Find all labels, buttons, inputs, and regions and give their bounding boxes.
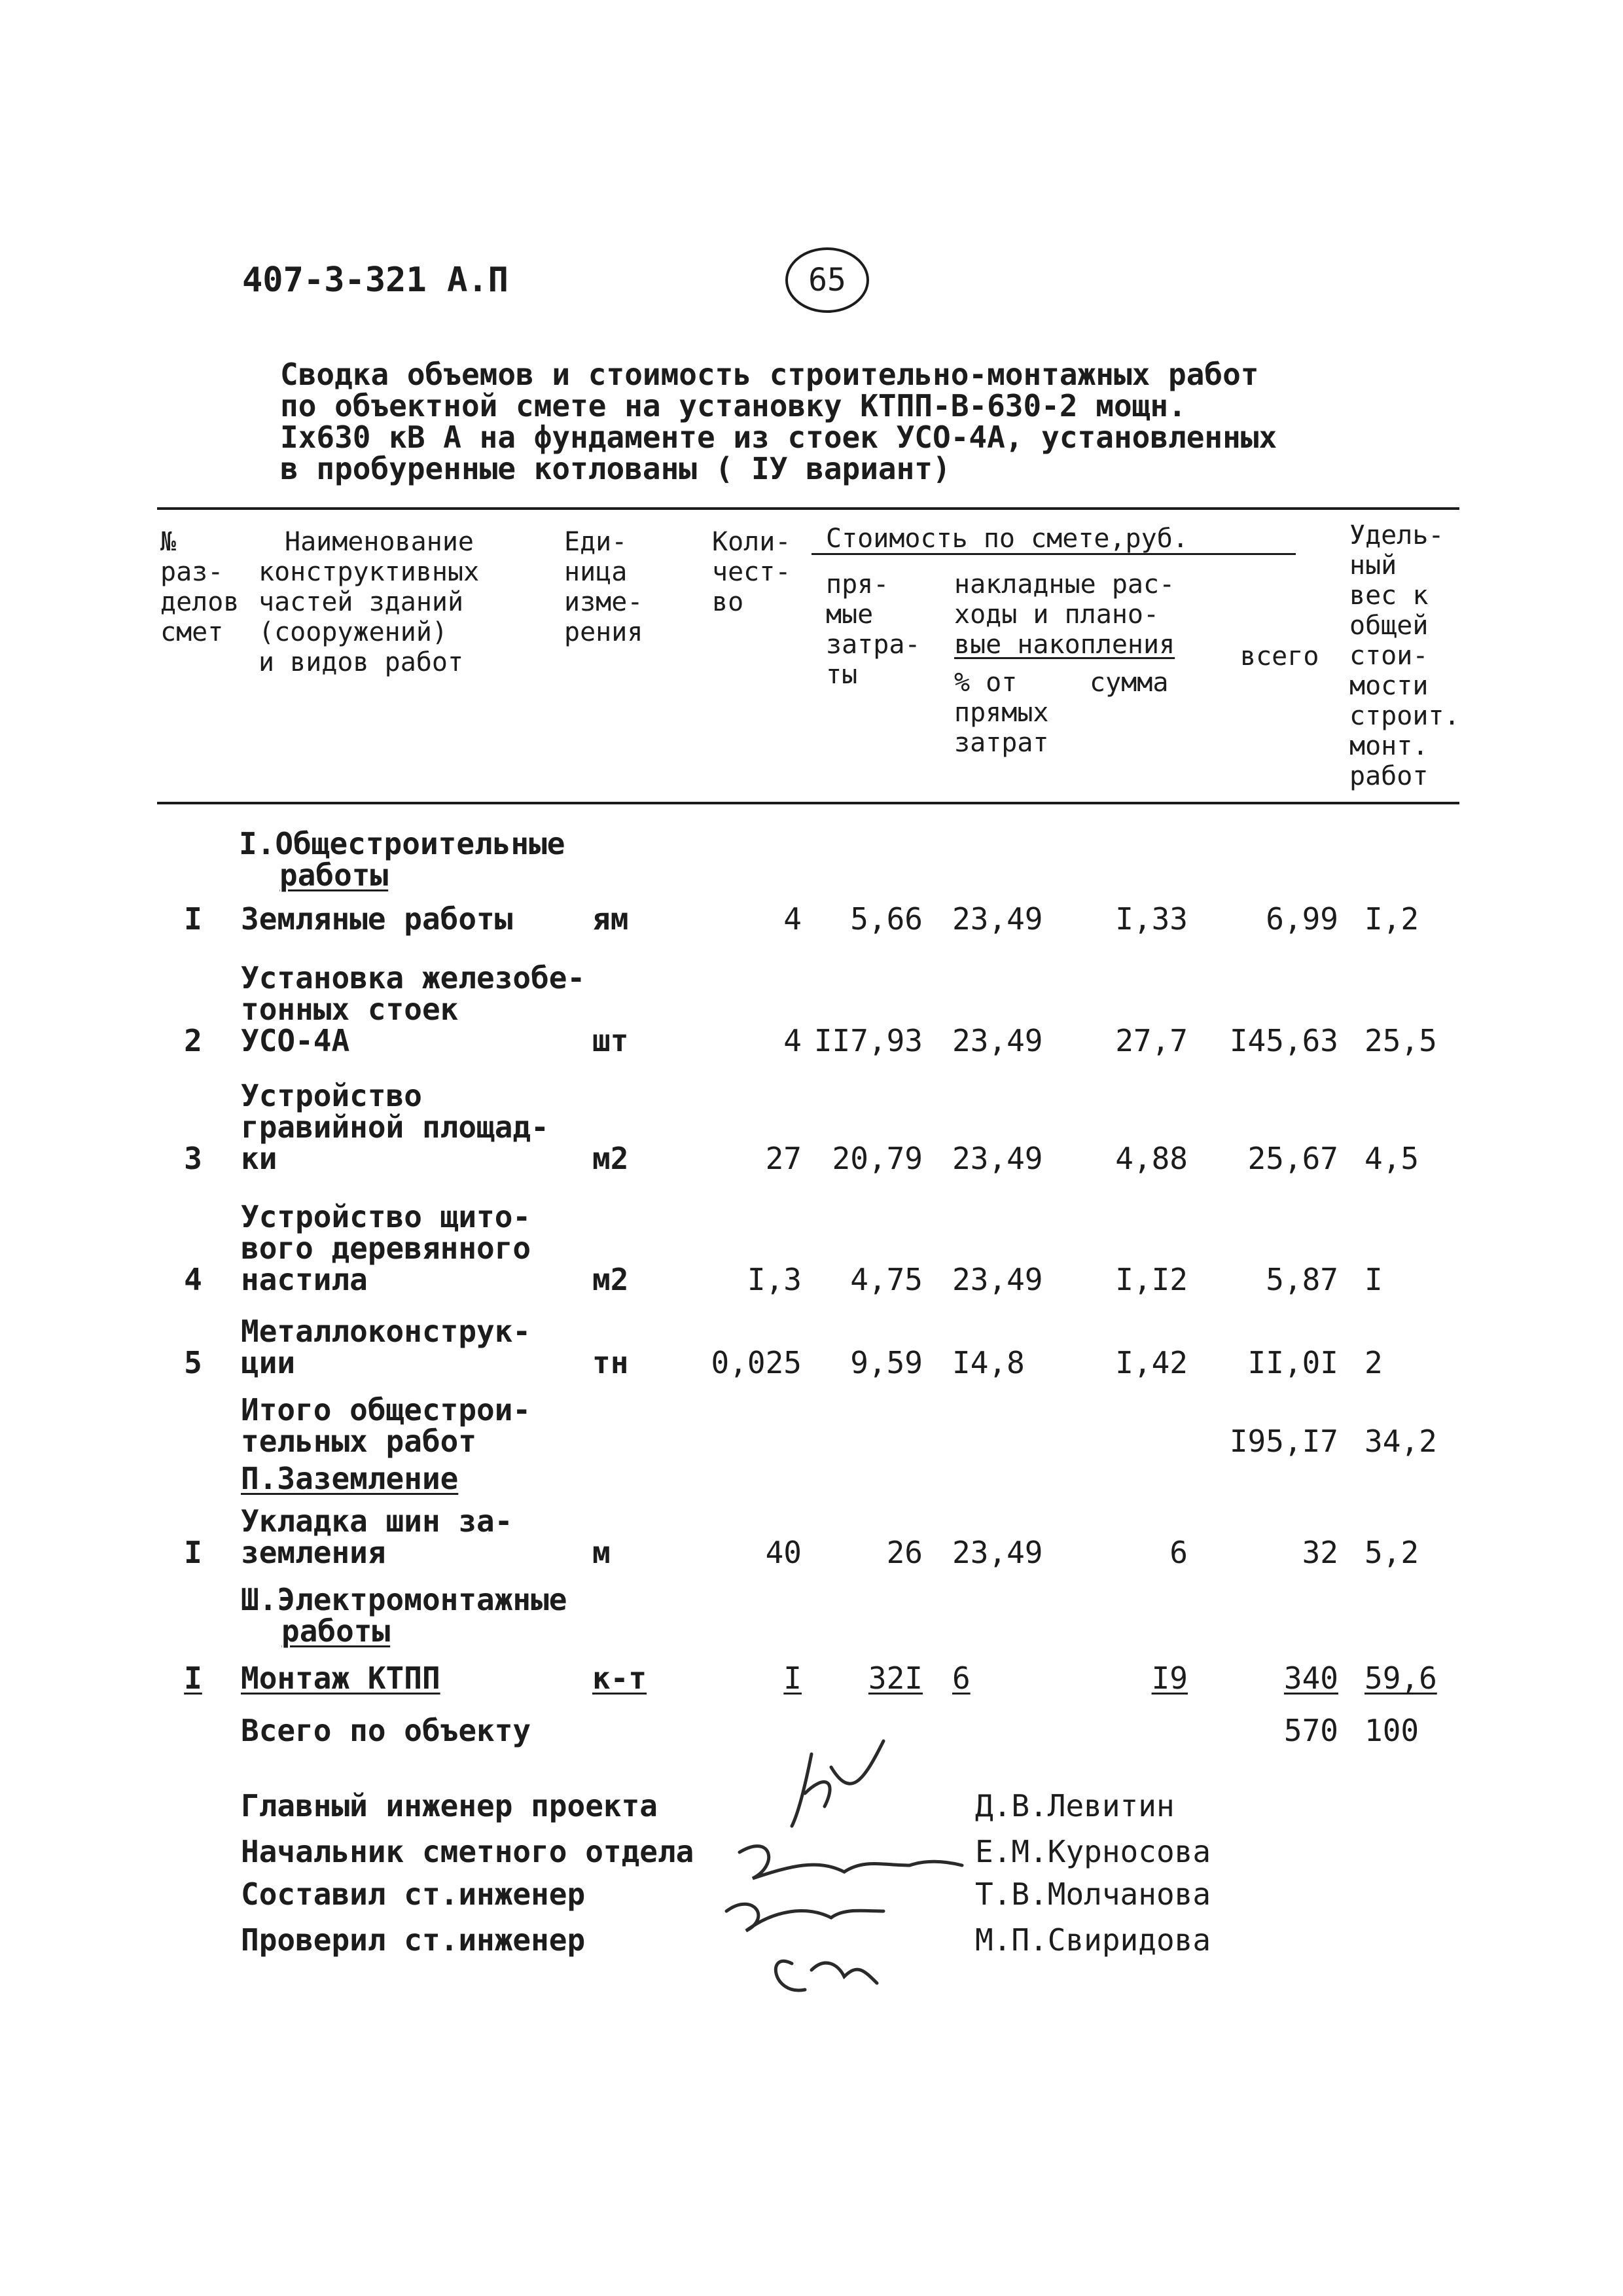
cell-direct: II7,93 (813, 1023, 923, 1058)
signature-role: Начальник сметного отдела (241, 1834, 694, 1869)
row-name (241, 1662, 440, 1694)
cell-unit: к-т (592, 1660, 647, 1696)
header-line: делов (160, 587, 240, 617)
header-pct (954, 668, 1049, 758)
cell-qty: I,3 (747, 1262, 802, 1297)
cell-share: 34,2 (1364, 1424, 1437, 1459)
header-unit (564, 527, 643, 647)
header-line: № (160, 527, 177, 557)
row-name (241, 1394, 531, 1457)
cell-qty: 4 (783, 1023, 802, 1058)
header-line: накладные рас- (954, 569, 1175, 600)
header-line: ница (564, 557, 628, 587)
header-qty (712, 527, 791, 617)
cell-share: I,2 (1364, 901, 1419, 937)
cell-sum: 27,7 (1115, 1023, 1188, 1058)
cell-share: 59,6 (1364, 1660, 1437, 1696)
cell-unit: м2 (592, 1262, 629, 1297)
header-line: вес к (1349, 581, 1429, 611)
cell-total: I45,63 (1229, 1023, 1338, 1058)
header-line: Удель- (1349, 520, 1444, 550)
section-line: работы (281, 1613, 391, 1649)
section-line: Ш.Электромонтажные (241, 1582, 567, 1617)
header-line: стои- (1349, 641, 1429, 671)
row-name-line: тельных работ (241, 1424, 477, 1459)
header-cost-group: Стоимость по смете,руб. (826, 524, 1188, 554)
cell-sum: 6 (1169, 1535, 1188, 1570)
cell-unit: тн (592, 1345, 629, 1380)
row-name-line: УСО-4А (241, 1023, 350, 1058)
header-line: (сооружений) (259, 617, 448, 647)
title-line: Сводка объемов и стоимость строительно-монтажных работ (280, 357, 1259, 392)
header-line: мости (1349, 671, 1429, 701)
header-line: ный (1349, 550, 1397, 581)
cell-unit: м2 (592, 1141, 629, 1176)
header-line: монт. (1349, 731, 1429, 761)
section-heading (241, 1584, 567, 1647)
row-name-line: гравийной площад- (241, 1109, 549, 1145)
header-line: ты (826, 660, 858, 690)
row-name (241, 1080, 549, 1174)
cell-unit: м (592, 1535, 611, 1570)
header-line: % от (954, 668, 1018, 698)
cell-direct: 5,66 (850, 901, 923, 937)
cell-share: 100 (1364, 1713, 1419, 1748)
header-line: общей (1349, 611, 1429, 641)
header-line: смет (160, 617, 224, 647)
row-name (241, 1715, 531, 1746)
cell-share: 25,5 (1364, 1023, 1437, 1058)
signature-role: Составил ст.инженер (241, 1876, 586, 1912)
cell-pct: I4,8 (952, 1345, 1025, 1380)
cell-qty: 40 (765, 1535, 802, 1570)
cell-sum: I,42 (1115, 1345, 1188, 1380)
section-line: работы (279, 857, 389, 893)
cell-pct: 23,49 (952, 1141, 1043, 1176)
document-code: 407-3-321 А.П (242, 260, 508, 300)
cell-num: I (184, 901, 202, 937)
cell-sum: I,I2 (1115, 1262, 1188, 1297)
cell-direct: 9,59 (850, 1345, 923, 1380)
signature-name: М.П.Свиридова (975, 1922, 1211, 1958)
header-total: всего (1240, 641, 1319, 672)
cell-sum: I,33 (1115, 901, 1188, 937)
header-line: строит. (1349, 701, 1460, 731)
row-name-line: ции (241, 1345, 296, 1380)
header-name (259, 527, 479, 677)
signature-name: Е.М.Курносова (975, 1834, 1211, 1869)
header-line: пря- (826, 569, 889, 600)
cell-pct: 23,49 (952, 1535, 1043, 1570)
header-line: мые (826, 600, 874, 630)
header-line: частей зданий (259, 587, 464, 617)
cell-sum: 4,88 (1115, 1141, 1188, 1176)
cell-total: 570 (1283, 1713, 1338, 1748)
header-overhead (954, 569, 1175, 660)
cell-direct: 4,75 (850, 1262, 923, 1297)
row-name-line: Устройство (241, 1078, 422, 1113)
header-sum: сумма (1090, 668, 1169, 698)
row-name (241, 1316, 531, 1378)
document-title (280, 359, 1277, 484)
row-name-line: земления (241, 1535, 386, 1570)
cell-num: 2 (184, 1023, 202, 1058)
header-num (160, 527, 239, 647)
header-line: изме- (564, 587, 643, 617)
signature-role: Проверил ст.инженер (241, 1922, 586, 1958)
header-line: ходы и плано- (954, 600, 1160, 630)
cell-direct: 32I (868, 1660, 923, 1696)
header-line: во (712, 587, 744, 617)
cell-pct: 23,49 (952, 1023, 1043, 1058)
signature-name: Д.В.Левитин (975, 1788, 1175, 1823)
header-line: затрат (954, 728, 1049, 758)
cell-qty: 0,025 (711, 1345, 802, 1380)
header-line: работ (1349, 761, 1429, 791)
cell-pct: 6 (952, 1660, 971, 1696)
row-name-line: Укладка шин за- (241, 1503, 513, 1539)
cell-share: 2 (1364, 1345, 1383, 1380)
cell-total: 340 (1283, 1660, 1338, 1696)
cell-pct: 23,49 (952, 901, 1043, 937)
header-line: затра- (826, 630, 921, 660)
cell-num: 5 (184, 1345, 202, 1380)
row-name-line: Металлоконструк- (241, 1314, 531, 1349)
cell-share: 5,2 (1364, 1535, 1419, 1570)
row-name-line: настила (241, 1262, 368, 1297)
cell-qty: 4 (783, 901, 802, 937)
signature-role: Главный инженер проекта (241, 1788, 658, 1823)
cell-qty: 27 (765, 1141, 802, 1176)
cell-num: 3 (184, 1141, 202, 1176)
row-name (241, 1505, 512, 1568)
cell-num: I (184, 1535, 202, 1570)
header-line: и видов работ (259, 647, 464, 677)
cell-total: 6,99 (1266, 901, 1338, 937)
title-line: по объектной смете на установку КТПП-В-630-2 мощн. (280, 388, 1186, 423)
cell-direct: 26 (886, 1535, 923, 1570)
header-line: раз- (160, 557, 224, 587)
header-line: Коли- (712, 527, 791, 557)
handwritten-signatures (713, 1715, 975, 2009)
title-line: Iх630 кВ А на фундаменте из стоек УСО-4А, установленных (280, 420, 1277, 455)
header-line: вые накопления (954, 630, 1175, 660)
cell-total: II,0I (1247, 1345, 1338, 1380)
cell-direct: 20,79 (832, 1141, 923, 1176)
header-line: рения (564, 617, 643, 647)
table-top-rule (157, 507, 1459, 510)
cell-share: I (1364, 1262, 1383, 1297)
row-name-line: Установка железобе- (241, 960, 586, 996)
header-line: чест- (712, 557, 791, 587)
cell-total: I95,I7 (1229, 1424, 1338, 1459)
row-name-line: Итого общестрои- (241, 1392, 531, 1427)
header-line: Наименование (285, 527, 474, 557)
cell-pct: 23,49 (952, 1262, 1043, 1297)
row-name (241, 1201, 531, 1295)
cell-total: 32 (1302, 1535, 1338, 1570)
header-line: прямых (954, 698, 1049, 728)
cell-unit: шт (592, 1023, 629, 1058)
page-number: 65 (785, 247, 869, 313)
cell-num: 4 (184, 1262, 202, 1297)
header-share (1349, 520, 1460, 791)
row-name-line: вого деревянного (241, 1230, 531, 1266)
row-name (241, 903, 512, 935)
section-heading: П.Заземление (241, 1461, 459, 1496)
cell-qty: I (783, 1660, 802, 1696)
title-line: в пробуренные котлованы ( IУ вариант) (280, 451, 951, 486)
row-name-line: тонных стоек (241, 992, 459, 1027)
header-bottom-rule (157, 802, 1459, 804)
cell-num: I (184, 1660, 202, 1696)
section-line: I.Общестроительные (239, 826, 565, 861)
header-line: Еди- (564, 527, 628, 557)
signature-name: Т.В.Молчанова (975, 1876, 1211, 1912)
cell-total: 5,87 (1266, 1262, 1338, 1297)
header-line: конструктивных (259, 557, 480, 587)
section-heading (239, 828, 565, 891)
cell-unit: ям (592, 901, 629, 937)
row-name (241, 962, 585, 1056)
cell-share: 4,5 (1364, 1141, 1419, 1176)
cell-total: 25,67 (1247, 1141, 1338, 1176)
row-name-line: Земляные работы (241, 901, 513, 937)
row-name-line: Устройство щито- (241, 1199, 531, 1234)
row-name-line: Всего по объекту (241, 1713, 531, 1748)
header-direct (826, 569, 921, 690)
row-name-line: Монтаж КТПП (241, 1660, 440, 1696)
row-name-line: ки (241, 1141, 277, 1176)
cell-sum: I9 (1151, 1660, 1188, 1696)
